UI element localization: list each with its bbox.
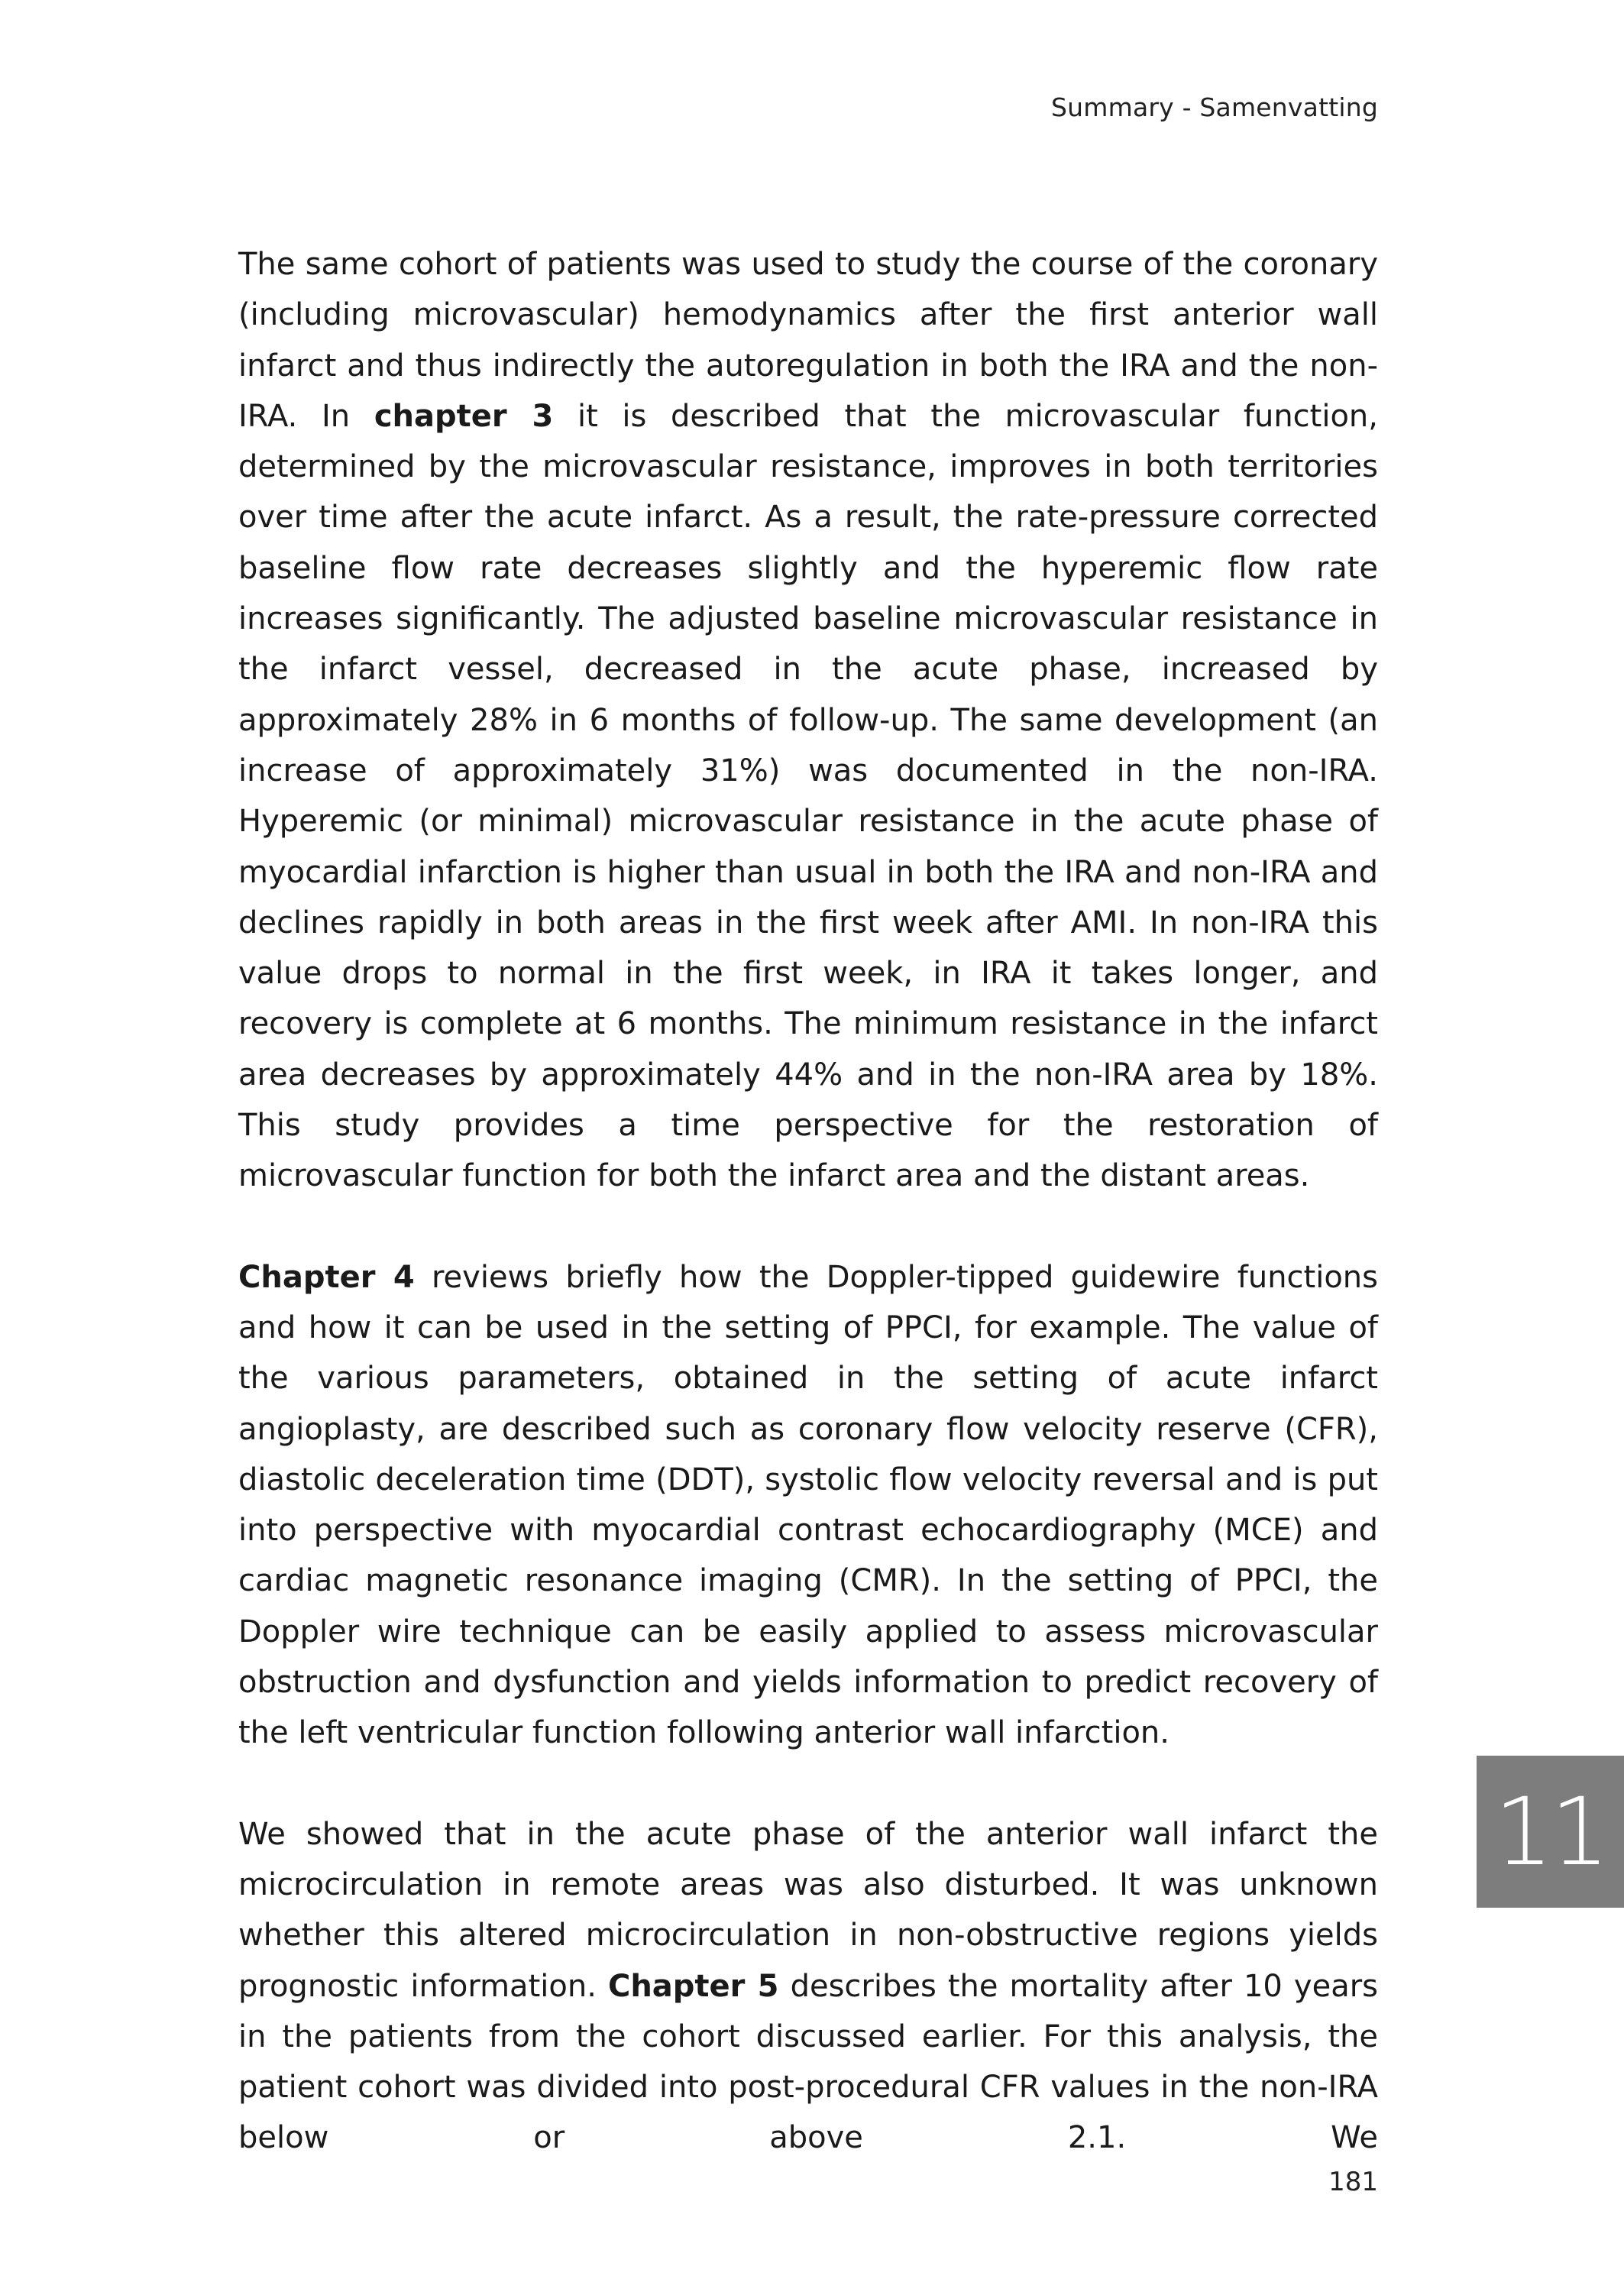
chapter-reference: Chapter 4 (238, 1259, 415, 1295)
paragraph-text: reviews briefly how the Doppler-tipped guidewire functions and how it can be used in the setting of PPCI, for example. The value of the various parameters, obtained in the setting of acute infarct angioplasty, are described such as coronary flow velocity reserve (CFR), diastolic deceleration time (DDT), systolic flow velocity reversal and is put into perspective with myocardial contrast echocardiography (MCE) and cardiac magnetic resonance imaging (CMR). In the setting of PPCI, the Doppler wire technique can be easily applied to assess microvascular obstruction and dysfunction and yields information to predict recovery of the left ventricular function following anterior wall infarction. (238, 1259, 1378, 1751)
paragraph-chapter-4 (238, 1252, 1378, 1759)
chapter-reference: chapter 3 (374, 398, 554, 434)
body-text (238, 239, 1378, 2164)
paragraph-chapter-3 (238, 239, 1378, 1202)
chapter-reference: Chapter 5 (607, 1968, 779, 2004)
paragraph-text: The same cohort of patients was used to study the course of the coronary (including microvascular) hemodynamics after the first anterior wall infarct and thus indirectly the autoregulation in both the IRA and the non-IRA. In (238, 247, 1378, 434)
paragraph-text: We showed that in the acute phase of the anterior wall infarct the microcirculation in remote areas was also disturbed. It was unknown whether this altered microcirculation in non-obstructive regions yields prognostic information. (238, 1816, 1378, 2004)
paragraph-text: it is described that the microvascular function, determined by the microvascular resistance, improves in both territories over time after the acute infarct. As a result, the rate-pressure corrected baseline flow rate decreases slightly and the hyperemic flow rate increases significantly. The adjusted baseline microvascular resistance in the infarct vessel, decreased in the acute phase, increased by approximately 28% in 6 months of follow-up. The same development (an increase of approximately 31%) was documented in the non-IRA. Hyperemic (or minimal) microvascular resistance in the acute phase of myocardial infarction is higher than usual in both the IRA and non-IRA and declines rapidly in both areas in the first week after AMI. In non-IRA this value drops to normal in the first week, in IRA it takes longer, and recovery is complete at 6 months. The minimum resistance in the infarct area decreases by approximately 44% and in the non-IRA area by 18%. This study provides a time perspective for the restoration of microvascular function for both the infarct area and the distant areas. (238, 398, 1378, 1194)
paragraph-chapter-5 (238, 1809, 1378, 2164)
paragraph-text: describes the mortality after 10 years in the patients from the cohort discussed earlier. For this analysis, the patient cohort was divided into post-procedural CFR values in the non-IRA below or above 2.1. We (238, 1968, 1378, 2156)
page-number: 181 (1328, 2167, 1378, 2197)
running-header: Summary - Samenvatting (1051, 92, 1378, 122)
chapter-tab (1477, 1756, 1624, 1908)
chapter-number: 11 (1493, 1777, 1607, 1886)
